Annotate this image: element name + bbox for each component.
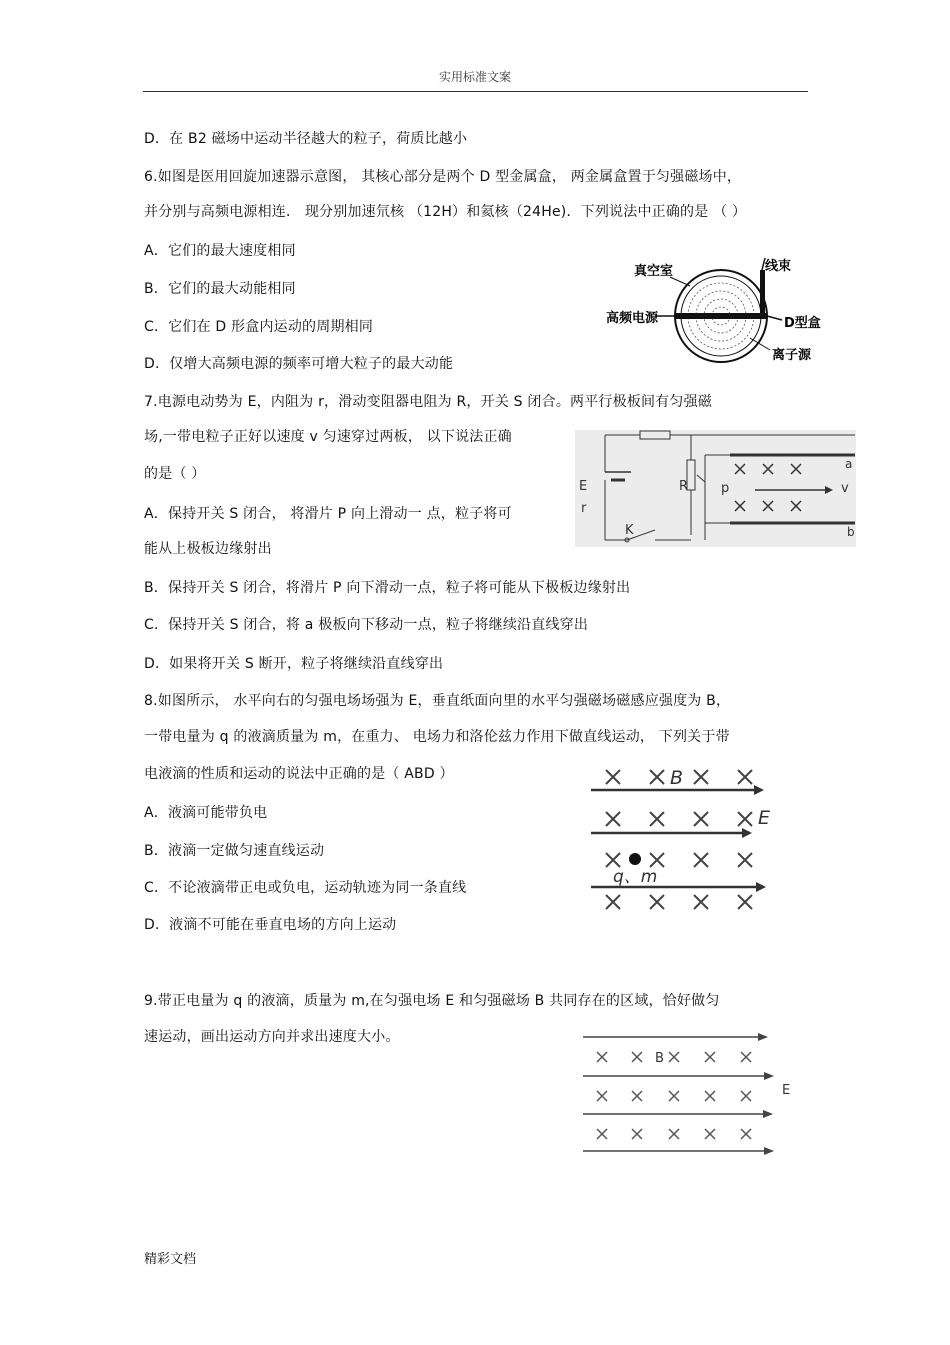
q6-option-c: C．它们在 D 形盒内运动的周期相同 <box>144 319 374 335</box>
label-B: B <box>655 1051 664 1066</box>
q7-option-a-line2: 能从上极板边缘射出 <box>144 541 272 557</box>
q6-option-b: B．它们的最大动能相同 <box>144 281 296 297</box>
q8-option-d: D．液滴不可能在垂直电场的方向上运动 <box>144 917 397 933</box>
label-vacuum-chamber: 真空室 <box>634 264 674 279</box>
label-v: v <box>841 481 849 496</box>
label-E: E <box>579 479 588 494</box>
label-B: B <box>670 767 684 789</box>
q9-stem-line2: 速运动，画出运动方向并求出速度大小。 <box>144 1029 400 1045</box>
label-ion-source: 离子源 <box>772 348 812 363</box>
circuit-figure <box>575 430 856 547</box>
label-a: a <box>845 457 853 471</box>
q7-option-b: B．保持开关 S 闭合，将滑片 P 向下滑动一点，粒子将可能从下极板边缘射出 <box>144 580 631 596</box>
q6-stem-line2: 并分别与高频电源相连． 现分别加速氘核 （12H）和氦核（24He)．下列说法中正确的是 （ ） <box>144 204 747 220</box>
label-beam: 线束 <box>765 259 792 274</box>
field-figure-q9 <box>580 1030 800 1155</box>
q8-option-c: C．不论液滴带正电或负电，运动轨迹为同一条直线 <box>144 880 467 896</box>
q7-option-d: D．如果将开关 S 断开，粒子将继续沿直线穿出 <box>144 656 444 672</box>
field-figure-q8 <box>588 762 783 914</box>
q7-option-a-line1: A．保持开关 S 闭合， 将滑片 P 向上滑动一 点，粒子将可 <box>144 506 512 522</box>
q5-option-d: D．在 B2 磁场中运动半径越大的粒子，荷质比越小 <box>144 131 468 147</box>
label-q-m: q、m <box>613 867 658 887</box>
q8-option-b: B．液滴一定做匀速直线运动 <box>144 843 325 859</box>
q7-stem-line2: 场,一带电粒子正好以速度 v 匀速穿过两板， 以下说法正确 <box>144 429 512 445</box>
q6-option-a: A．它们的最大速度相同 <box>144 243 296 259</box>
page-header-title: 实用标准文案 <box>438 70 511 84</box>
label-d-box: D型盒 <box>784 316 821 331</box>
cyclotron-figure <box>600 250 840 370</box>
label-E: E <box>782 1083 791 1098</box>
label-p: p <box>721 481 730 496</box>
q7-option-c: C．保持开关 S 闭合，将 a 极板向下移动一点，粒子将继续沿直线穿出 <box>144 617 589 633</box>
q6-option-d: D．仅增大高频电源的频率可增大粒子的最大动能 <box>144 356 454 372</box>
label-r: r <box>581 501 587 516</box>
label-rf-source: 高频电源 <box>606 311 659 326</box>
page-footer: 精彩文档 <box>144 1252 197 1267</box>
q9-stem-line1: 9.带正电量为 q 的液滴，质量为 m,在匀强电场 E 和匀强磁场 B 共同存在的区域，恰好做匀 <box>144 993 720 1009</box>
header-rule <box>143 91 808 92</box>
q8-option-a: A．液滴可能带负电 <box>144 805 268 821</box>
q8-stem-line3: 电液滴的性质和运动的说法中正确的是（ ABD ） <box>144 766 454 782</box>
label-K: K <box>625 523 634 538</box>
q7-stem-line3: 的是（ ） <box>144 466 206 482</box>
q7-stem-line1: 7.电源电动势为 E，内阻为 r，滑动变阻器电阻为 R，开关 S 闭合。两平行极板间有匀强磁 <box>144 394 713 410</box>
label-b: b <box>847 525 855 539</box>
label-R: R <box>679 479 689 494</box>
q6-stem-line1: 6.如图是医用回旋加速器示意图， 其核心部分是两个 D 型金属盒， 两金属盒置于匀强磁场中， <box>144 169 742 185</box>
label-E: E <box>758 807 771 829</box>
q8-stem-line2: 一带电量为 q 的液滴质量为 m，在重力、 电场力和洛伦兹力作用下做直线运动， 下列关于带 <box>144 729 730 745</box>
q8-stem-line1: 8.如图所示， 水平向右的匀强电场场强为 E，垂直纸面向里的水平匀强磁场磁感应强度为 B， <box>144 693 731 709</box>
